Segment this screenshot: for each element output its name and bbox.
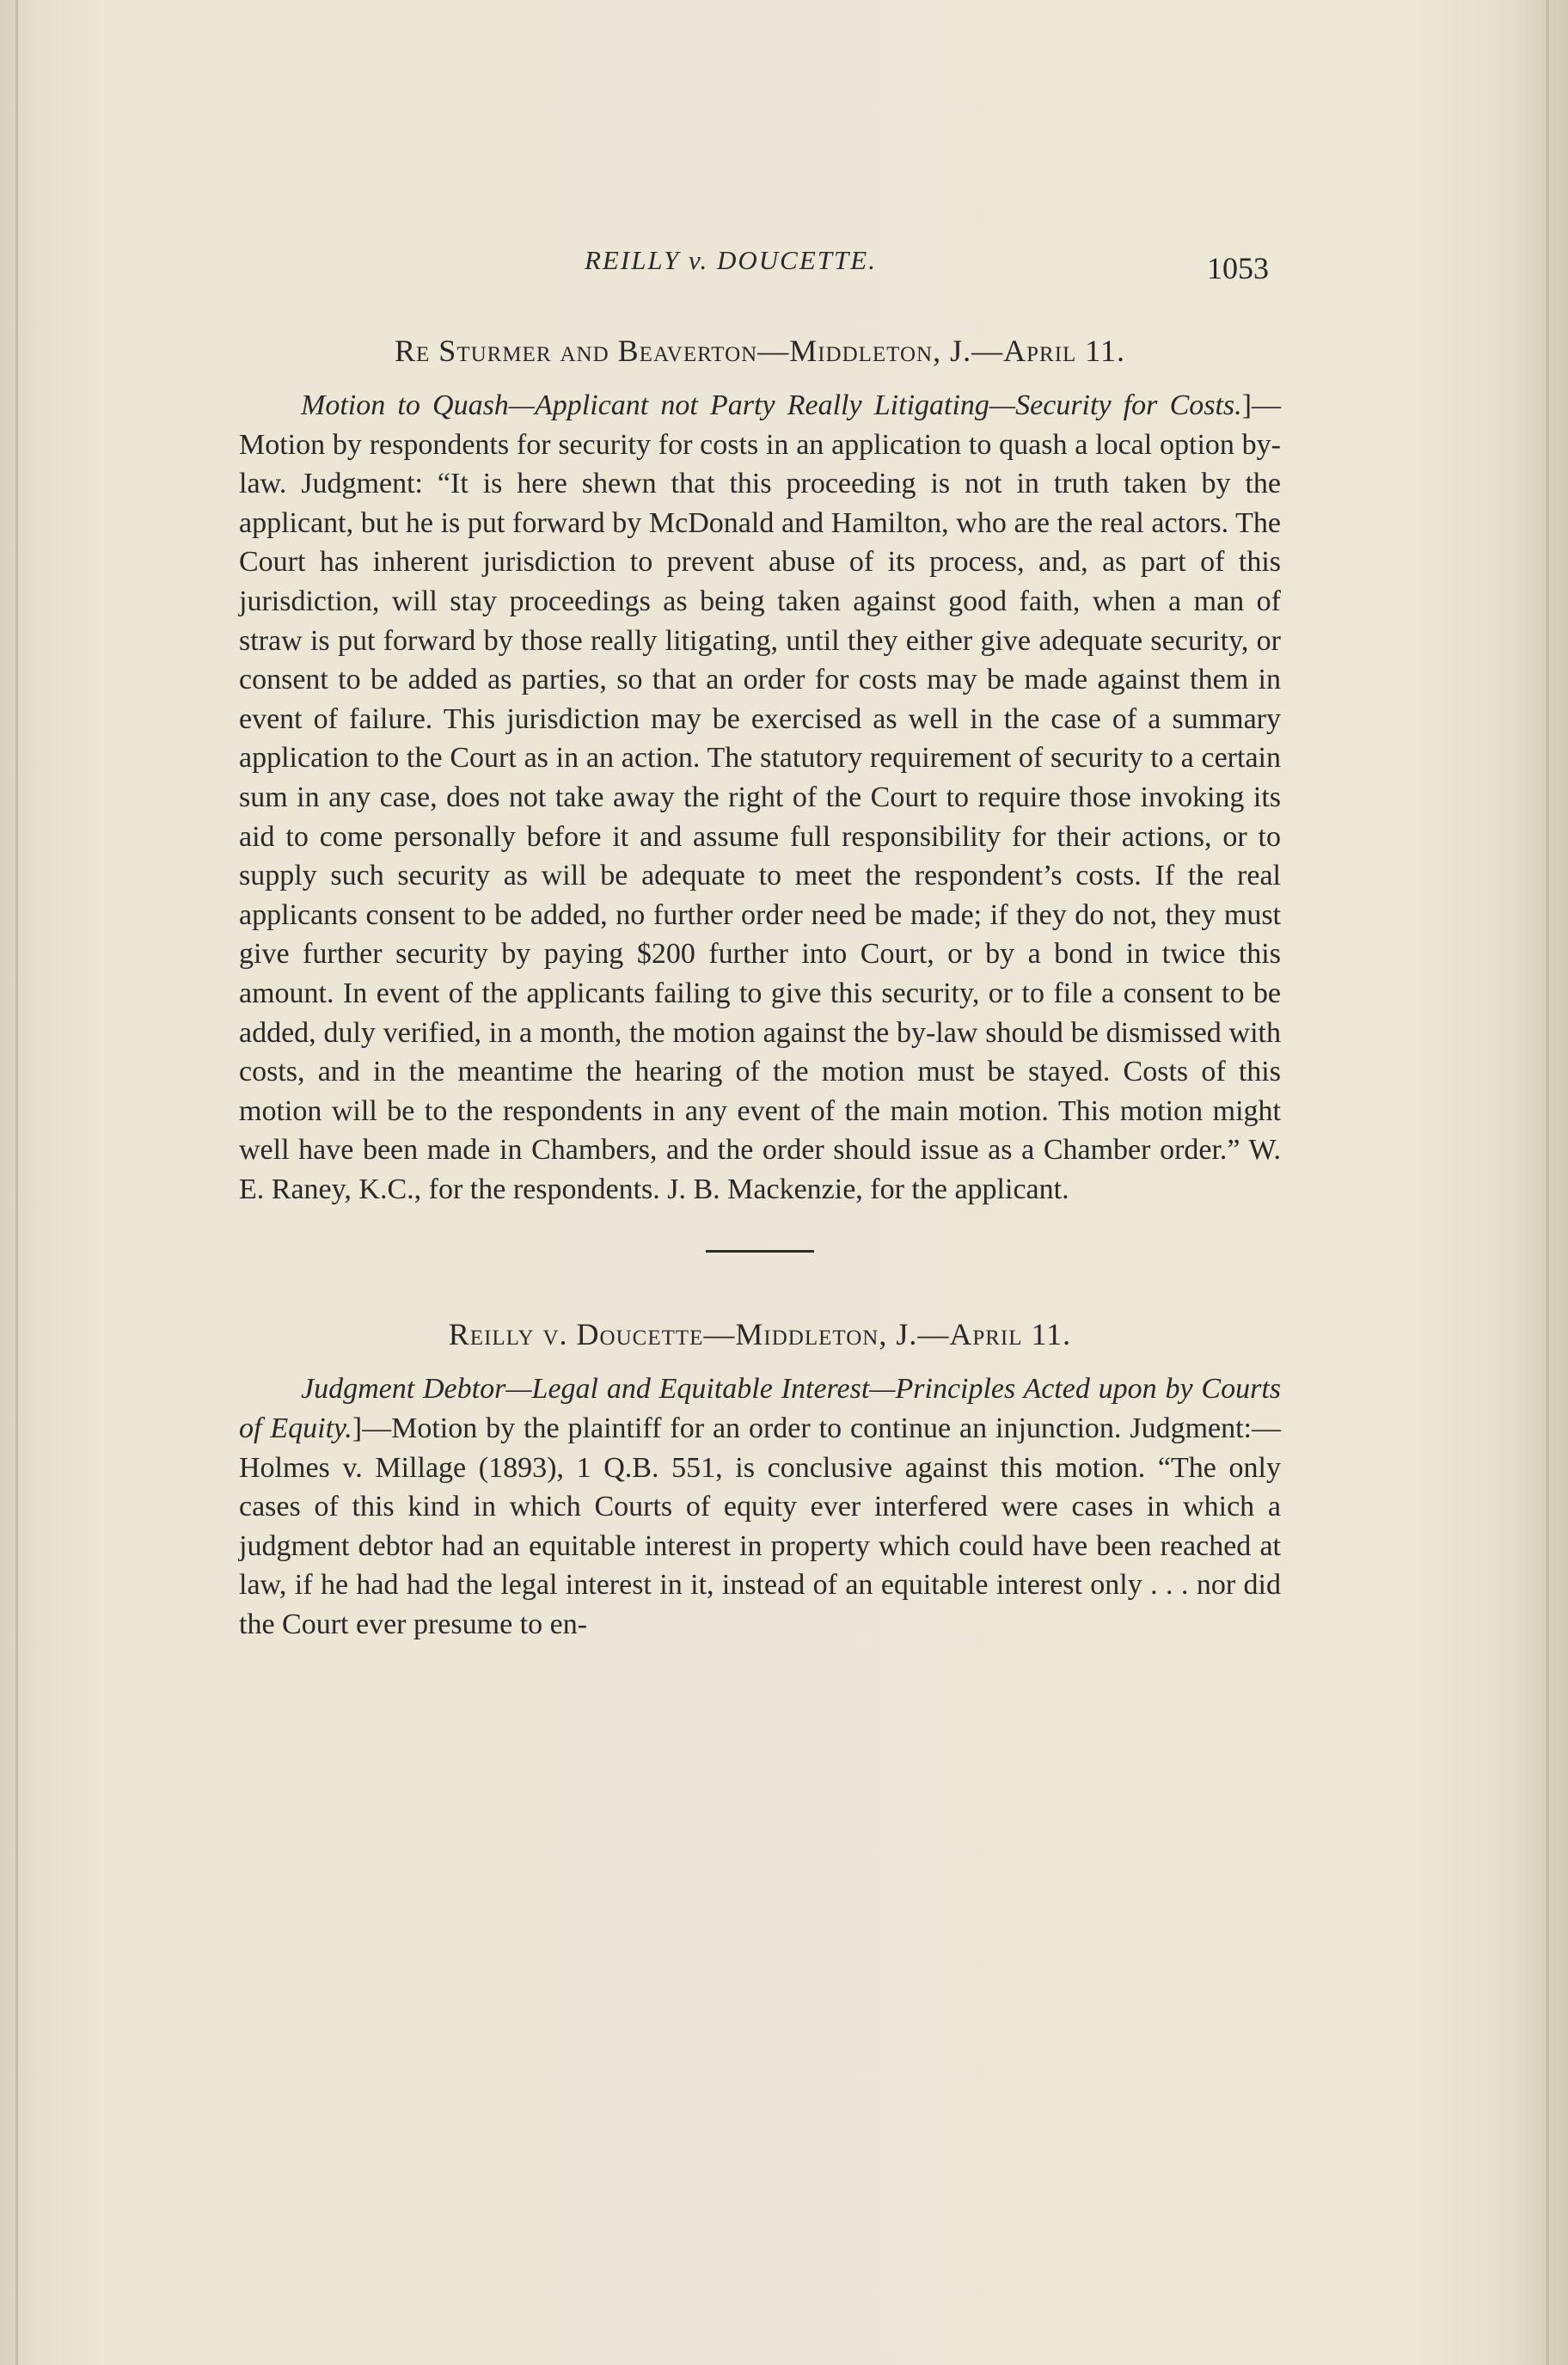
case-body: ]—Motion by the plaintiff for an order to continue an injunction. Judgment:—Holmes v. Millage (1893), 1 Q.B. 551, is conclusive against this motion. “The only cases of this kind in which Courts of equity ever interfered were cases in which a judgment debtor had an equitable interest in property which could have been reached at law, if he had had the legal interest in it, instead of an equitable interest only . . . nor did the Court ever presume to en- xyxy=(239,1412,1282,1641)
case-paragraph xyxy=(239,1369,1281,1644)
case-heading: Reilly v. Doucette—Middleton, J.—April 11. xyxy=(448,1317,1072,1352)
case-sturmer-beaverton xyxy=(239,331,1281,1209)
section-divider xyxy=(706,1250,814,1253)
case-heading: Re Sturmer and Beaverton—Middleton, J.—April 11. xyxy=(395,334,1125,368)
page-number: 1053 xyxy=(1207,251,1269,285)
case-reilly-doucette xyxy=(239,1314,1281,1644)
running-title: REILLY v. DOUCETTE. xyxy=(585,245,877,275)
page-gutter-edge xyxy=(15,0,18,2365)
page-content xyxy=(239,331,1281,1645)
case-paragraph xyxy=(239,386,1281,1209)
catchwords: Judgment Debtor—Legal and Equitable Interest—Principles Acted upon by Courts of Equity. xyxy=(239,1373,1281,1445)
catchwords: Motion to Quash—Applicant not Party Really Litigating—Security for Costs. xyxy=(301,389,1242,421)
case-body: ]—Motion by respondents for security for costs in an application to quash a local option by-law. Judgment: “It is here shewn that this proceeding is not in truth taken by the applicant, but he is put forward by McDonald and Hamilton, who are the real actors. The Court has inherent jurisdiction to prevent abuse of its process, and, as part of this jurisdiction, will stay proceedings as being taken against good faith, when a man of straw is put forward by those really litigating, until they either give adequate security, or consent to be added as parties, so that an order for costs may be made against them in event of failure. This jurisdiction may be exercised as well in the case of a summary application to the Court as in an action. The statutory requirement of security to a certain sum in any case, does not take away the right of the Court to require those invoking its aid to come personally before it and assume full responsibility for their actions, or to supply such security as will be adequate to meet the respondent’s costs. If the real applicants consent to be added, no further order need be made; if they do not, they must give further security by paying $200 further into Court, or by a bond in twice this amount. In event of the applicants failing to give this security, or to file a consent to be added, duly verified, in a month, the motion against the by-law should be dismissed with costs, and in the meantime the hearing of the motion must be stayed. Costs of this motion will be to the respondents in any event of the main motion. This motion might well have been made in Chambers, and the order should issue as a Chamber order.” W. E. Raney, K.C., for the respondents. J. B. Mackenzie, for the applicant. xyxy=(239,389,1281,1205)
page-right-edge xyxy=(1546,0,1549,2365)
running-head xyxy=(0,245,1568,297)
